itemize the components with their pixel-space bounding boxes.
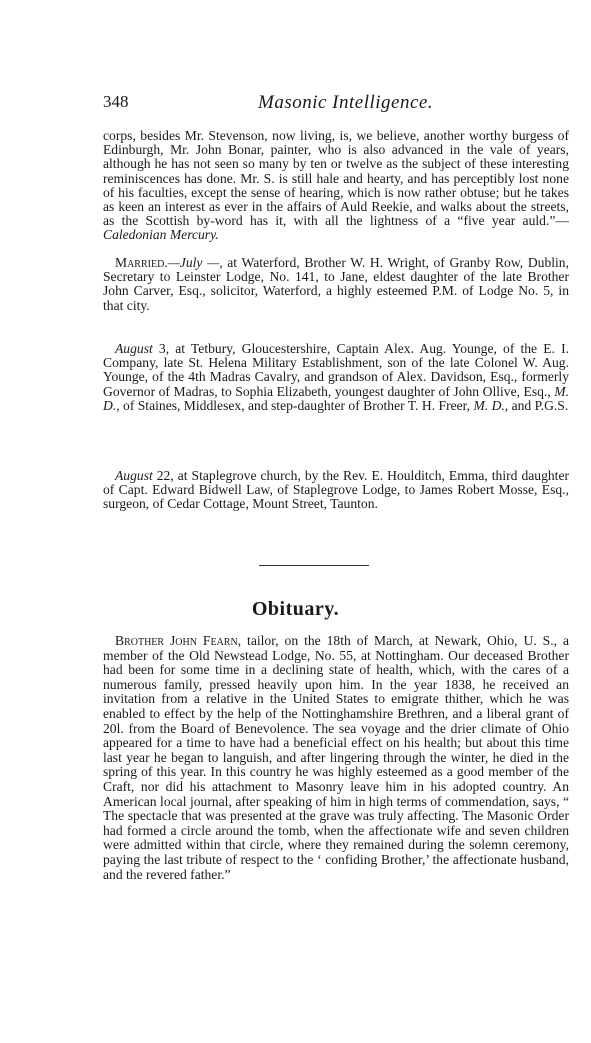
married-lead: Married. bbox=[115, 255, 168, 270]
obituary-lead: Brother John Fearn, bbox=[115, 633, 242, 648]
notice-text: of Staines, Middlesex, and step-daughter of Brother T. H. Freer, bbox=[119, 397, 474, 413]
section-divider bbox=[259, 565, 369, 566]
notice-text: and P.G.S. bbox=[508, 397, 569, 413]
marriage-notice-mosse bbox=[103, 469, 569, 512]
obituary-text: tailor, on the 18th of March, at Newark, Ohio, U. S., a member of the Old Newstead Lodge, No. 55, at Nottingham. Our deceased Brother had been for some time in a declining state of health, which, with the cares of a numerous family, pressed heavily upon him. In the year 1838, he received an invitation from a relative in the United States to emigrate thither, which he was enabled to effect by the help of the Nottinghamshire Brethren, and a liberal grant of 20l. from the Board of Benevolence. The sea voyage and the drier climate of Ohio appeared for a time to have had a beneficial effect on his health; but about this time last year he began to languish, and after lingering through the winter, he died in the spring of this year. In this country he was highly esteemed as a good member of the Craft, nor did his attachment to Masonry leave him in his adopted country. An American local journal, after speaking of him in high terms of commendation, says, “ The spectacle that was presented at the grave was truly affecting. The Masonic Order had formed a circle around the tomb, when the affectionate wife and seven children were admitted within that circle, where they remained during the solemn ceremony, paying the last tribute of respect to the ‘ confiding Brother,’ the affectionate husband, and the revered father.” bbox=[103, 633, 570, 882]
obituary-paragraph bbox=[103, 634, 569, 882]
notice-date: —July —, bbox=[167, 255, 223, 270]
paragraph-text: corps, besides Mr. Stevenson, now living, is, we believe, another worthy burgess of Edinburgh, Mr. John Bonar, painter, who is also advanced in the vale of years, although he has not seen so many by ten or twelve as the subject of these interesting reminiscences has done. Mr. S. is still hale and hearty, and has perceptibly lost none of his faculties, except the sense of hearing, which is now rather obtuse; but he takes as keen an interest as ever in the affairs of Auld Reekie, and walks about the streets, as the Scottish by-word has it, with all the lightness of a “five year auld.”— bbox=[103, 128, 569, 229]
page-number: 348 bbox=[103, 92, 129, 111]
obituary-heading: Obituary. bbox=[251, 598, 340, 620]
degree-abbrev: M. D., bbox=[103, 383, 569, 413]
notice-date: August bbox=[115, 468, 153, 483]
page-header bbox=[103, 92, 559, 116]
source-citation: Caledonian Mercury. bbox=[103, 227, 219, 243]
paragraph-continuation bbox=[103, 129, 569, 243]
notice-text: 22, at Staplegrove church, by the Rev. E. Houlditch, Emma, third daughter of Capt. Edward Bidwell Law, of Staplegrove Lodge, to James Robert Mosse, Esq., surgeon, of Cedar Cottage, Mount Street, Taunton. bbox=[103, 468, 569, 512]
notice-text: at Waterford, Brother W. H. Wright, of Granby Row, Dublin, Secretary to Leinster Lodge, No. 141, to Jane, eldest daughter of the late Brother John Carver, Esq., solicitor, Waterford, a highly esteemed P.M. of Lodge No. 5, in that city. bbox=[103, 255, 569, 313]
marriage-notice-younge bbox=[103, 342, 569, 413]
degree-abbrev: M. D., bbox=[473, 397, 509, 413]
notice-text: 3, at Tetbury, Gloucestershire, Captain Alex. Aug. Younge, of the E. I. Company, late St. Helena Military Establishment, son of the late Colonel W. Aug. Younge, of the 4th Madras Cavalry, and grandson of Alex. Davidson, Esq., formerly Governor of Madras, to Sophia Elizabeth, youngest daughter of John Ollive, Esq., bbox=[103, 341, 569, 399]
running-title: Masonic Intelligence. bbox=[258, 92, 434, 113]
marriage-notice-wright bbox=[103, 256, 569, 313]
notice-date: August bbox=[115, 341, 153, 356]
